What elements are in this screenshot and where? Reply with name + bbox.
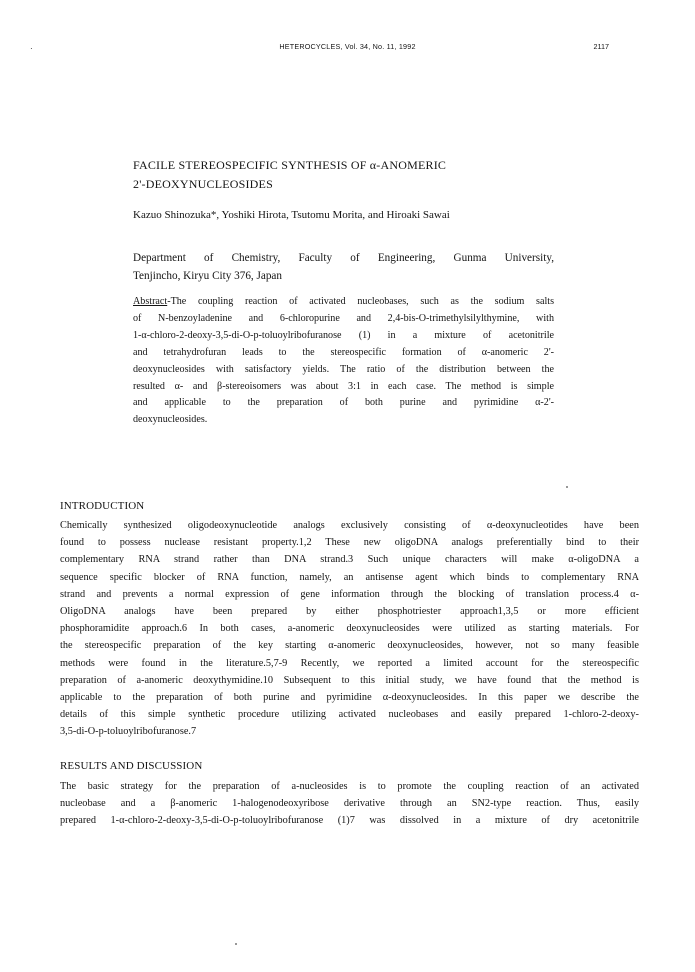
paragraph-line: details of this simple synthetic procedure utilizing activated nucleobases and easily prepared 1-chloro-2-deoxy- <box>60 709 639 721</box>
paragraph-line: 3,5-di-O-p-toluoylribofuranose.7 <box>60 726 197 738</box>
results-body <box>60 778 639 830</box>
abstract-line: deoxynucleosides with satisfactory yields. The ratio of the distribution between the <box>133 363 554 375</box>
paragraph-line: found to possess nuclease resistant property.1,2 These new oligoDNA analogs preferentially bind to their <box>60 537 639 549</box>
running-head: HETEROCYCLES, Vol. 34, No. 11, 1992 <box>279 42 416 51</box>
abstract-line: of N-benzoyladenine and 6-chloropurine and 2,4-bis-O-trimethylsilylthymine, with <box>133 312 554 324</box>
title-line: 2'-DEOXYNUCLEOSIDES <box>133 177 273 191</box>
abstract-line: 1-α-chloro-2-deoxy-3,5-di-O-p-toluoylribofuranose (1) in a mixture of acetonitrile <box>133 329 554 341</box>
paragraph-line: preparation of a-anomeric deoxythymidine.10 Subsequent to this initial study, we have found that the method is <box>60 674 639 686</box>
paragraph-line: methods were found in the literature.5,7-9 Recently, we reported a limited account for the stereospecific <box>60 657 639 669</box>
paragraph-line: OligoDNA analogs have been prepared by either phosphotriester approach1,3,5 or more efficient <box>60 606 639 618</box>
abstract-line: and applicable to the preparation of both purine and pyrimidine α-2'- <box>133 397 554 409</box>
affiliation-line: Department of Chemistry, Faculty of Engineering, Gunma University, <box>133 252 554 264</box>
affiliation <box>133 250 554 285</box>
abstract-line: and tetrahydrofuran leads to the stereospecific formation of α-anomeric 2'- <box>133 346 554 358</box>
title-line: FACILE STEREOSPECIFIC SYNTHESIS OF α-ANOMERIC <box>133 158 447 172</box>
paragraph-line: Chemically synthesized oligodeoxynucleotide analogs exclusively consisting of α-deoxynucleotides have been <box>60 520 639 531</box>
paragraph-line: prepared 1-α-chloro-2-deoxy-3,5-di-O-p-toluoylribofuranose (1)7 was dissolved in a mixture of dry acetonitrile <box>60 815 639 827</box>
paragraph-line: applicable to the preparation of both purine and pyrimidine α-deoxynucleosides. In this paper we describe the <box>60 692 639 704</box>
paragraph-line: The basic strategy for the preparation of a-nucleosides is to promote the coupling reaction of an activated <box>60 781 639 792</box>
margin-mark: · <box>30 44 33 53</box>
introduction-body <box>60 517 639 741</box>
paragraph-line: the stereospecific preparation of the key starting α-anomeric deoxynucleosides, however, not so many feasible <box>60 640 639 652</box>
page-number: 2117 <box>593 42 609 51</box>
affiliation-line: Tenjincho, Kiryu City 376, Japan <box>133 269 282 282</box>
abstract-line <box>133 294 554 311</box>
author-list: Kazuo Shinozuka*, Yoshiki Hirota, Tsutomu Morita, and Hiroaki Sawai <box>133 209 450 221</box>
abstract-line-text: -The coupling reaction of activated nucleobases, such as the sodium salts <box>167 296 554 307</box>
abstract <box>133 294 554 429</box>
abstract-line: deoxynucleosides. <box>133 414 208 426</box>
abstract-line: resulted α- and β-stereoisomers was about 3:1 in each case. The method is simple <box>133 380 554 392</box>
paragraph-line: phosphoramidite approach.6 In both cases, a-anomeric deoxynucleosides were utilized as starting materials. For <box>60 623 639 635</box>
article-title <box>133 156 553 194</box>
abstract-label: Abstract <box>133 296 168 307</box>
paragraph-line: strand and prevents a normal expression of gene information through the blocking of translation process.4 α- <box>60 588 639 600</box>
paragraph-line: nucleobase and a β-anomeric 1-halogenodeoxyribose derivative through an SN2-type reaction. Thus, easily <box>60 798 639 810</box>
scan-speck <box>235 943 237 945</box>
section-heading-introduction: INTRODUCTION <box>60 500 145 512</box>
section-heading-results: RESULTS AND DISCUSSION <box>60 760 203 772</box>
paragraph-line: sequence specific blocker of RNA function, namely, an antisense agent which binds to complementary RNA <box>60 571 639 583</box>
paragraph-line: complementary RNA strand rather than DNA strand.3 Such unique characters will make α-oligoDNA a <box>60 554 639 566</box>
page-header <box>0 42 695 56</box>
scan-speck <box>566 486 568 488</box>
